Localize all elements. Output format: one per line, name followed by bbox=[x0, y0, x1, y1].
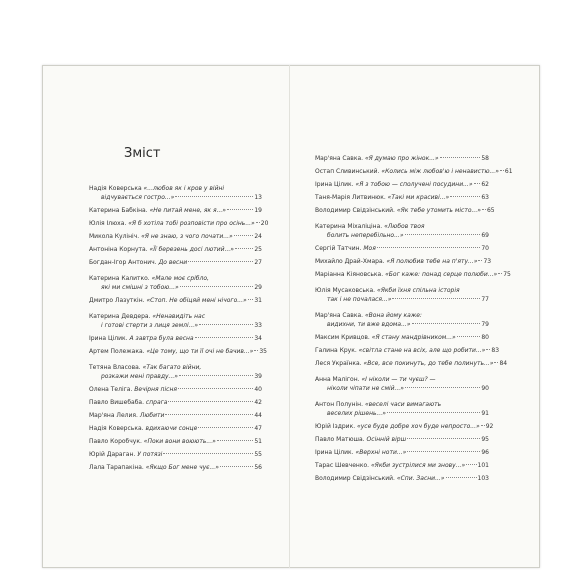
toc-author: Володимир Свідзінський. bbox=[315, 207, 395, 214]
toc-entry bbox=[89, 385, 262, 394]
toc-leader-dots bbox=[377, 247, 481, 248]
toc-entry-line bbox=[315, 295, 489, 304]
toc-title: «Я б хотіла тобі розповісти про осінь...» bbox=[128, 220, 255, 227]
toc-entry bbox=[89, 437, 262, 446]
toc-entry bbox=[89, 274, 262, 292]
toc-entry-line bbox=[315, 270, 511, 279]
toc-entry-line bbox=[89, 334, 262, 343]
toc-author: Галина Крук. bbox=[315, 347, 357, 354]
toc-page-number: 39 bbox=[254, 373, 262, 380]
toc-title: «Колись між любов'ю і ненавистю...» bbox=[381, 168, 499, 175]
toc-entry-line bbox=[89, 184, 262, 193]
toc-author: Леся Українка. bbox=[315, 360, 362, 367]
toc-entry-line bbox=[89, 463, 262, 472]
toc-entry-line bbox=[315, 286, 489, 295]
toc-title-continued: видихни, ти вже вдома...» bbox=[327, 321, 411, 328]
toc-entry-line bbox=[315, 359, 508, 368]
toc-page-number: 90 bbox=[481, 385, 489, 392]
toc-entry-line bbox=[89, 398, 262, 407]
toc-entry-line bbox=[89, 411, 262, 420]
toc-title: «Так багато війни, bbox=[142, 364, 202, 371]
toc-entry bbox=[315, 244, 489, 253]
toc-leader-dots bbox=[188, 261, 253, 262]
toc-leader-dots bbox=[254, 350, 258, 351]
toc-entry-line bbox=[315, 422, 494, 431]
toc-leader-dots bbox=[387, 412, 480, 413]
toc-title: «Бог каже: понад серце полюби...» bbox=[385, 271, 498, 278]
toc-entry-line bbox=[315, 320, 489, 329]
toc-title: Вечірня пісня bbox=[134, 386, 177, 393]
toc-entry-line bbox=[315, 231, 489, 240]
toc-leader-dots bbox=[450, 196, 480, 197]
toc-page-number: 70 bbox=[481, 245, 489, 252]
toc-page-number: 13 bbox=[254, 194, 262, 201]
toc-entry-line bbox=[315, 375, 489, 384]
toc-entry-line bbox=[315, 461, 489, 470]
toc-entry-line bbox=[315, 448, 489, 457]
toc-author: Олена Теліга. bbox=[89, 386, 133, 393]
toc-author: Артем Полежака. bbox=[89, 348, 145, 355]
toc-entry-line bbox=[315, 193, 489, 202]
toc-entry-line bbox=[89, 450, 262, 459]
toc-entry bbox=[315, 448, 489, 457]
toc-title: Любити bbox=[139, 412, 165, 419]
toc-entry bbox=[315, 154, 489, 163]
toc-entry bbox=[315, 346, 500, 355]
contents-left-column bbox=[89, 177, 269, 476]
toc-page-number: 40 bbox=[254, 386, 262, 393]
toc-title: «Її березень досі лютий...» bbox=[149, 246, 234, 253]
toc-page-number: 42 bbox=[254, 399, 262, 406]
toc-entry bbox=[315, 474, 489, 483]
toc-page-number: 33 bbox=[254, 322, 262, 329]
toc-leader-dots bbox=[466, 464, 476, 465]
toc-page-number: 58 bbox=[481, 155, 489, 162]
toc-author: Антоніна Корнута. bbox=[89, 246, 148, 253]
toc-entry bbox=[315, 422, 494, 431]
toc-author: Катерина Калитко. bbox=[89, 275, 150, 282]
toc-entry bbox=[315, 180, 489, 189]
toc-author: Мар'яна Лелия. bbox=[89, 412, 138, 419]
toc-entry-line bbox=[315, 154, 489, 163]
toc-author: Надія Коверська bbox=[89, 185, 142, 192]
toc-title: «Як тебе утомить місто...» bbox=[396, 207, 481, 214]
toc-leader-dots bbox=[498, 273, 502, 274]
toc-author: Юрій Дараган. bbox=[89, 451, 136, 458]
toc-leader-dots bbox=[199, 324, 253, 325]
toc-leader-dots bbox=[168, 401, 253, 402]
toc-page-number: 44 bbox=[254, 412, 262, 419]
toc-leader-dots bbox=[256, 222, 260, 223]
toc-leader-dots bbox=[165, 414, 253, 415]
toc-entry bbox=[89, 363, 262, 381]
toc-entry bbox=[89, 334, 262, 343]
toc-entry bbox=[315, 333, 489, 342]
toc-page-number: 77 bbox=[481, 296, 489, 303]
toc-title: «...любов як і кров у війні bbox=[143, 185, 225, 192]
toc-page-number: 51 bbox=[254, 438, 262, 445]
toc-leader-dots bbox=[407, 438, 480, 439]
toc-page-number: 34 bbox=[254, 335, 262, 342]
toc-title: «Мале моє срібло, bbox=[151, 275, 209, 282]
toc-author: Катерина Бабкіна. bbox=[89, 207, 148, 214]
toc-leader-dots bbox=[440, 157, 481, 158]
toc-title: «Я стану мандрівником...» bbox=[371, 334, 456, 341]
toc-title: «Все, все покинуть, до тебе полинуть...» bbox=[363, 360, 494, 367]
toc-title: «Я думаю про жінок...» bbox=[364, 155, 439, 162]
toc-title: «усе буде добре хоч буде непросто...» bbox=[357, 423, 480, 430]
toc-leader-dots bbox=[405, 387, 480, 388]
toc-author: Юрій Іздрик. bbox=[315, 423, 356, 430]
toc-title: «Такі ми красиві...» bbox=[387, 194, 450, 201]
toc-entry-line bbox=[315, 333, 489, 342]
toc-entry-line bbox=[89, 363, 262, 372]
toc-leader-dots bbox=[481, 425, 485, 426]
toc-title: Моя bbox=[363, 245, 376, 252]
toc-entry-line bbox=[89, 385, 262, 394]
toc-title: «Вона йому каже: bbox=[364, 312, 422, 319]
toc-entry-line bbox=[315, 222, 489, 231]
toc-entry bbox=[89, 450, 262, 459]
toc-page-number: 27 bbox=[254, 259, 262, 266]
toc-leader-dots bbox=[227, 209, 253, 210]
toc-entry bbox=[315, 400, 489, 418]
toc-leader-dots bbox=[405, 234, 481, 235]
toc-author: Михайло Драй-Хмара. bbox=[315, 258, 385, 265]
toc-leader-dots bbox=[500, 170, 504, 171]
toc-page-number: 75 bbox=[503, 271, 511, 278]
toc-entry-line bbox=[89, 283, 262, 292]
toc-author: Мар'яна Савка. bbox=[315, 155, 364, 162]
book-gutter bbox=[289, 65, 290, 568]
toc-page-number: 35 bbox=[259, 348, 267, 355]
toc-author: Павло Вишебаба. bbox=[89, 399, 144, 406]
toc-title-continued: веселих рішень...» bbox=[327, 410, 386, 417]
toc-title-continued: які ми смішні з тобою...» bbox=[101, 284, 179, 291]
toc-entry bbox=[315, 222, 489, 240]
toc-entry bbox=[315, 375, 489, 393]
toc-author: Ірина Цілик. bbox=[89, 335, 128, 342]
toc-page-number: 19 bbox=[254, 207, 262, 214]
toc-entry-line bbox=[89, 347, 267, 356]
toc-entry bbox=[89, 424, 262, 433]
toc-author: Павло Матюша. bbox=[315, 436, 365, 443]
toc-entry bbox=[89, 184, 262, 202]
toc-entry bbox=[89, 411, 262, 420]
toc-entry bbox=[315, 206, 495, 215]
toc-entry bbox=[315, 359, 508, 368]
toc-leader-dots bbox=[248, 299, 254, 300]
toc-author: Таня-Марія Литвинюк. bbox=[315, 194, 386, 201]
toc-entry-line bbox=[315, 244, 489, 253]
toc-author: Богдан-Ігор Антонич. bbox=[89, 259, 157, 266]
toc-author: Сергій Татчин. bbox=[315, 245, 362, 252]
toc-title: «Я з тобою — сполучені посудини...» bbox=[355, 181, 473, 188]
toc-entry-line bbox=[89, 274, 262, 283]
toc-author: Дмитро Лазуткін. bbox=[89, 297, 145, 304]
toc-leader-dots bbox=[175, 196, 253, 197]
toc-title: «Любов твоя bbox=[384, 223, 425, 230]
toc-entry-line bbox=[315, 384, 489, 393]
toc-leader-dots bbox=[446, 477, 477, 478]
toc-page-number: 92 bbox=[485, 423, 494, 430]
toc-title: «Верхні ноти...» bbox=[355, 449, 407, 456]
toc-page-number: 25 bbox=[254, 246, 262, 253]
toc-entry-line bbox=[89, 321, 262, 330]
toc-leader-dots bbox=[234, 235, 254, 236]
toc-entry-line bbox=[89, 312, 262, 321]
toc-entry-line bbox=[89, 245, 262, 254]
toc-entry-line bbox=[315, 180, 489, 189]
toc-leader-dots bbox=[486, 349, 490, 350]
toc-title: А завтра була весна bbox=[129, 335, 194, 342]
toc-title: У потязі bbox=[137, 451, 163, 458]
toc-page-number: 84 bbox=[499, 360, 508, 367]
toc-leader-dots bbox=[180, 286, 254, 287]
toc-entry bbox=[315, 167, 513, 176]
toc-entry-line bbox=[315, 409, 489, 418]
toc-leader-dots bbox=[412, 323, 481, 324]
toc-title: «І ніколи — ти чуєш? — bbox=[361, 376, 436, 383]
toc-page-number: 31 bbox=[254, 297, 262, 304]
toc-entry bbox=[89, 463, 262, 472]
toc-page-number: 95 bbox=[481, 436, 489, 443]
toc-entry bbox=[89, 232, 262, 241]
toc-leader-dots bbox=[478, 260, 482, 261]
toc-page-number: 80 bbox=[481, 334, 489, 341]
toc-entry-line bbox=[89, 206, 262, 215]
toc-title: «Якби їхня спільна історія bbox=[377, 287, 460, 294]
toc-page-number: 47 bbox=[254, 425, 262, 432]
toc-title: вдихаючи сонце bbox=[145, 425, 198, 432]
toc-author: Антон Полунін. bbox=[315, 401, 364, 408]
toc-page-number: 63 bbox=[481, 194, 489, 201]
toc-entry bbox=[89, 219, 269, 228]
toc-entry bbox=[89, 347, 267, 356]
toc-author: Максим Кривцов. bbox=[315, 334, 370, 341]
toc-entry-line bbox=[315, 474, 489, 483]
toc-title: «Стоп. Не обіцяй мені нічого...» bbox=[146, 297, 247, 304]
toc-title-continued: і готові стерти з лиця землі...» bbox=[101, 322, 199, 329]
toc-entry-line bbox=[315, 311, 489, 320]
toc-leader-dots bbox=[235, 248, 253, 249]
toc-page-number: 96 bbox=[481, 449, 489, 456]
toc-page-number: 91 bbox=[481, 410, 489, 417]
toc-entry-line bbox=[89, 258, 262, 267]
toc-entry bbox=[89, 296, 262, 305]
toc-author: Павло Коробчук. bbox=[89, 438, 142, 445]
toc-leader-dots bbox=[198, 427, 253, 428]
toc-title: «Якщо Бог мене чує...» bbox=[145, 464, 219, 471]
toc-author: Юлія Ілюха. bbox=[89, 220, 127, 227]
toc-entry bbox=[89, 398, 262, 407]
contents-right-column bbox=[315, 154, 513, 487]
toc-page-number: 69 bbox=[481, 232, 489, 239]
toc-entry bbox=[89, 258, 262, 267]
toc-entry bbox=[89, 245, 262, 254]
toc-author: Надія Коверська. bbox=[89, 425, 144, 432]
toc-entry-line bbox=[89, 437, 262, 446]
toc-title-continued: ніколи чіпати не смій...» bbox=[327, 385, 404, 392]
toc-entry bbox=[315, 270, 511, 279]
toc-entry-line bbox=[89, 232, 262, 241]
toc-title-continued: розкажи мені правду...» bbox=[101, 373, 178, 380]
toc-title: «веселі часи вимагають bbox=[364, 401, 442, 408]
toc-author: Володимир Свідзінський. bbox=[315, 475, 395, 482]
toc-title: Осінній вірш bbox=[366, 436, 407, 443]
toc-author: Микола Кулініч. bbox=[89, 233, 140, 240]
toc-leader-dots bbox=[178, 388, 253, 389]
toc-title: «Не питай мене, як я...» bbox=[149, 207, 226, 214]
toc-entry-line bbox=[89, 193, 262, 202]
toc-title: «Я полюбив тебе на п'яту...» bbox=[386, 258, 478, 265]
toc-leader-dots bbox=[195, 337, 254, 338]
toc-author: Юлія Мусаковська. bbox=[315, 287, 376, 294]
toc-author: Катерина Девдера. bbox=[89, 313, 151, 320]
toc-author: Анна Малігон. bbox=[315, 376, 360, 383]
toc-page-number: 61 bbox=[504, 168, 513, 175]
toc-author: Тетяна Власова. bbox=[89, 364, 141, 371]
toc-leader-dots bbox=[217, 440, 254, 441]
toc-page-number: 103 bbox=[477, 475, 489, 482]
toc-entry bbox=[315, 461, 489, 470]
toc-author: Мар'яна Савка. bbox=[315, 312, 364, 319]
toc-entry-line bbox=[89, 219, 269, 228]
toc-entry-line bbox=[315, 167, 513, 176]
toc-entry-line bbox=[89, 372, 262, 381]
toc-leader-dots bbox=[494, 362, 498, 363]
toc-page-number: 24 bbox=[254, 233, 262, 240]
toc-title-continued: болить неперебільно...» bbox=[327, 232, 404, 239]
toc-entry-line bbox=[315, 400, 489, 409]
contents-heading: Зміст bbox=[124, 146, 161, 161]
toc-entry bbox=[315, 286, 489, 304]
toc-author: Ірина Цілик. bbox=[315, 449, 354, 456]
toc-author: Тарас Шевченко. bbox=[315, 462, 370, 469]
toc-leader-dots bbox=[392, 298, 480, 299]
toc-page-number: 20 bbox=[260, 220, 269, 227]
toc-author: Остап Сливинський. bbox=[315, 168, 380, 175]
toc-leader-dots bbox=[179, 375, 253, 376]
toc-title-continued: відчувається гостро...» bbox=[101, 194, 175, 201]
toc-page-number: 79 bbox=[481, 321, 489, 328]
toc-leader-dots bbox=[482, 209, 486, 210]
toc-entry bbox=[89, 206, 262, 215]
toc-title: До весни bbox=[158, 259, 188, 266]
toc-leader-dots bbox=[474, 183, 481, 184]
toc-title: «Ненавидіть нас bbox=[152, 313, 206, 320]
toc-entry bbox=[315, 435, 489, 444]
toc-entry bbox=[89, 312, 262, 330]
toc-author: Лала Тарапакіна. bbox=[89, 464, 144, 471]
toc-page-number: 73 bbox=[483, 258, 492, 265]
toc-entry-line bbox=[315, 257, 492, 266]
toc-entry-line bbox=[315, 435, 489, 444]
toc-page-number: 62 bbox=[481, 181, 489, 188]
toc-entry bbox=[315, 311, 489, 329]
toc-title: «Я не знаю, з чого почати...» bbox=[141, 233, 233, 240]
toc-title: спрага bbox=[145, 399, 168, 406]
toc-entry bbox=[315, 257, 492, 266]
toc-author: Маріанна Кіяновська. bbox=[315, 271, 384, 278]
toc-title: «Це тому, що ти її очі не бачив...» bbox=[146, 348, 254, 355]
toc-leader-dots bbox=[220, 466, 253, 467]
toc-entry bbox=[315, 193, 489, 202]
toc-title-continued: так і не почалася...» bbox=[327, 296, 392, 303]
toc-leader-dots bbox=[407, 451, 480, 452]
toc-title: «Поки вони воюють...» bbox=[143, 438, 216, 445]
toc-leader-dots bbox=[163, 453, 253, 454]
toc-author: Ірина Цілик. bbox=[315, 181, 354, 188]
toc-page-number: 55 bbox=[254, 451, 262, 458]
toc-page-number: 56 bbox=[254, 464, 262, 471]
toc-page-number: 101 bbox=[477, 462, 489, 469]
toc-title: «Спи. Засни...» bbox=[396, 475, 445, 482]
toc-title: «світла стане на всіх, але що робити...» bbox=[358, 347, 486, 354]
toc-entry-line bbox=[315, 206, 495, 215]
toc-author: Катерина Міхаліціна. bbox=[315, 223, 383, 230]
toc-page-number: 65 bbox=[486, 207, 495, 214]
toc-page-number: 29 bbox=[254, 284, 262, 291]
toc-entry-line bbox=[315, 346, 500, 355]
toc-entry-line bbox=[89, 424, 262, 433]
toc-page-number: 83 bbox=[491, 347, 500, 354]
toc-title: «Якби зустрілися ми знову...» bbox=[370, 462, 466, 469]
toc-entry-line bbox=[89, 296, 262, 305]
toc-leader-dots bbox=[457, 336, 481, 337]
